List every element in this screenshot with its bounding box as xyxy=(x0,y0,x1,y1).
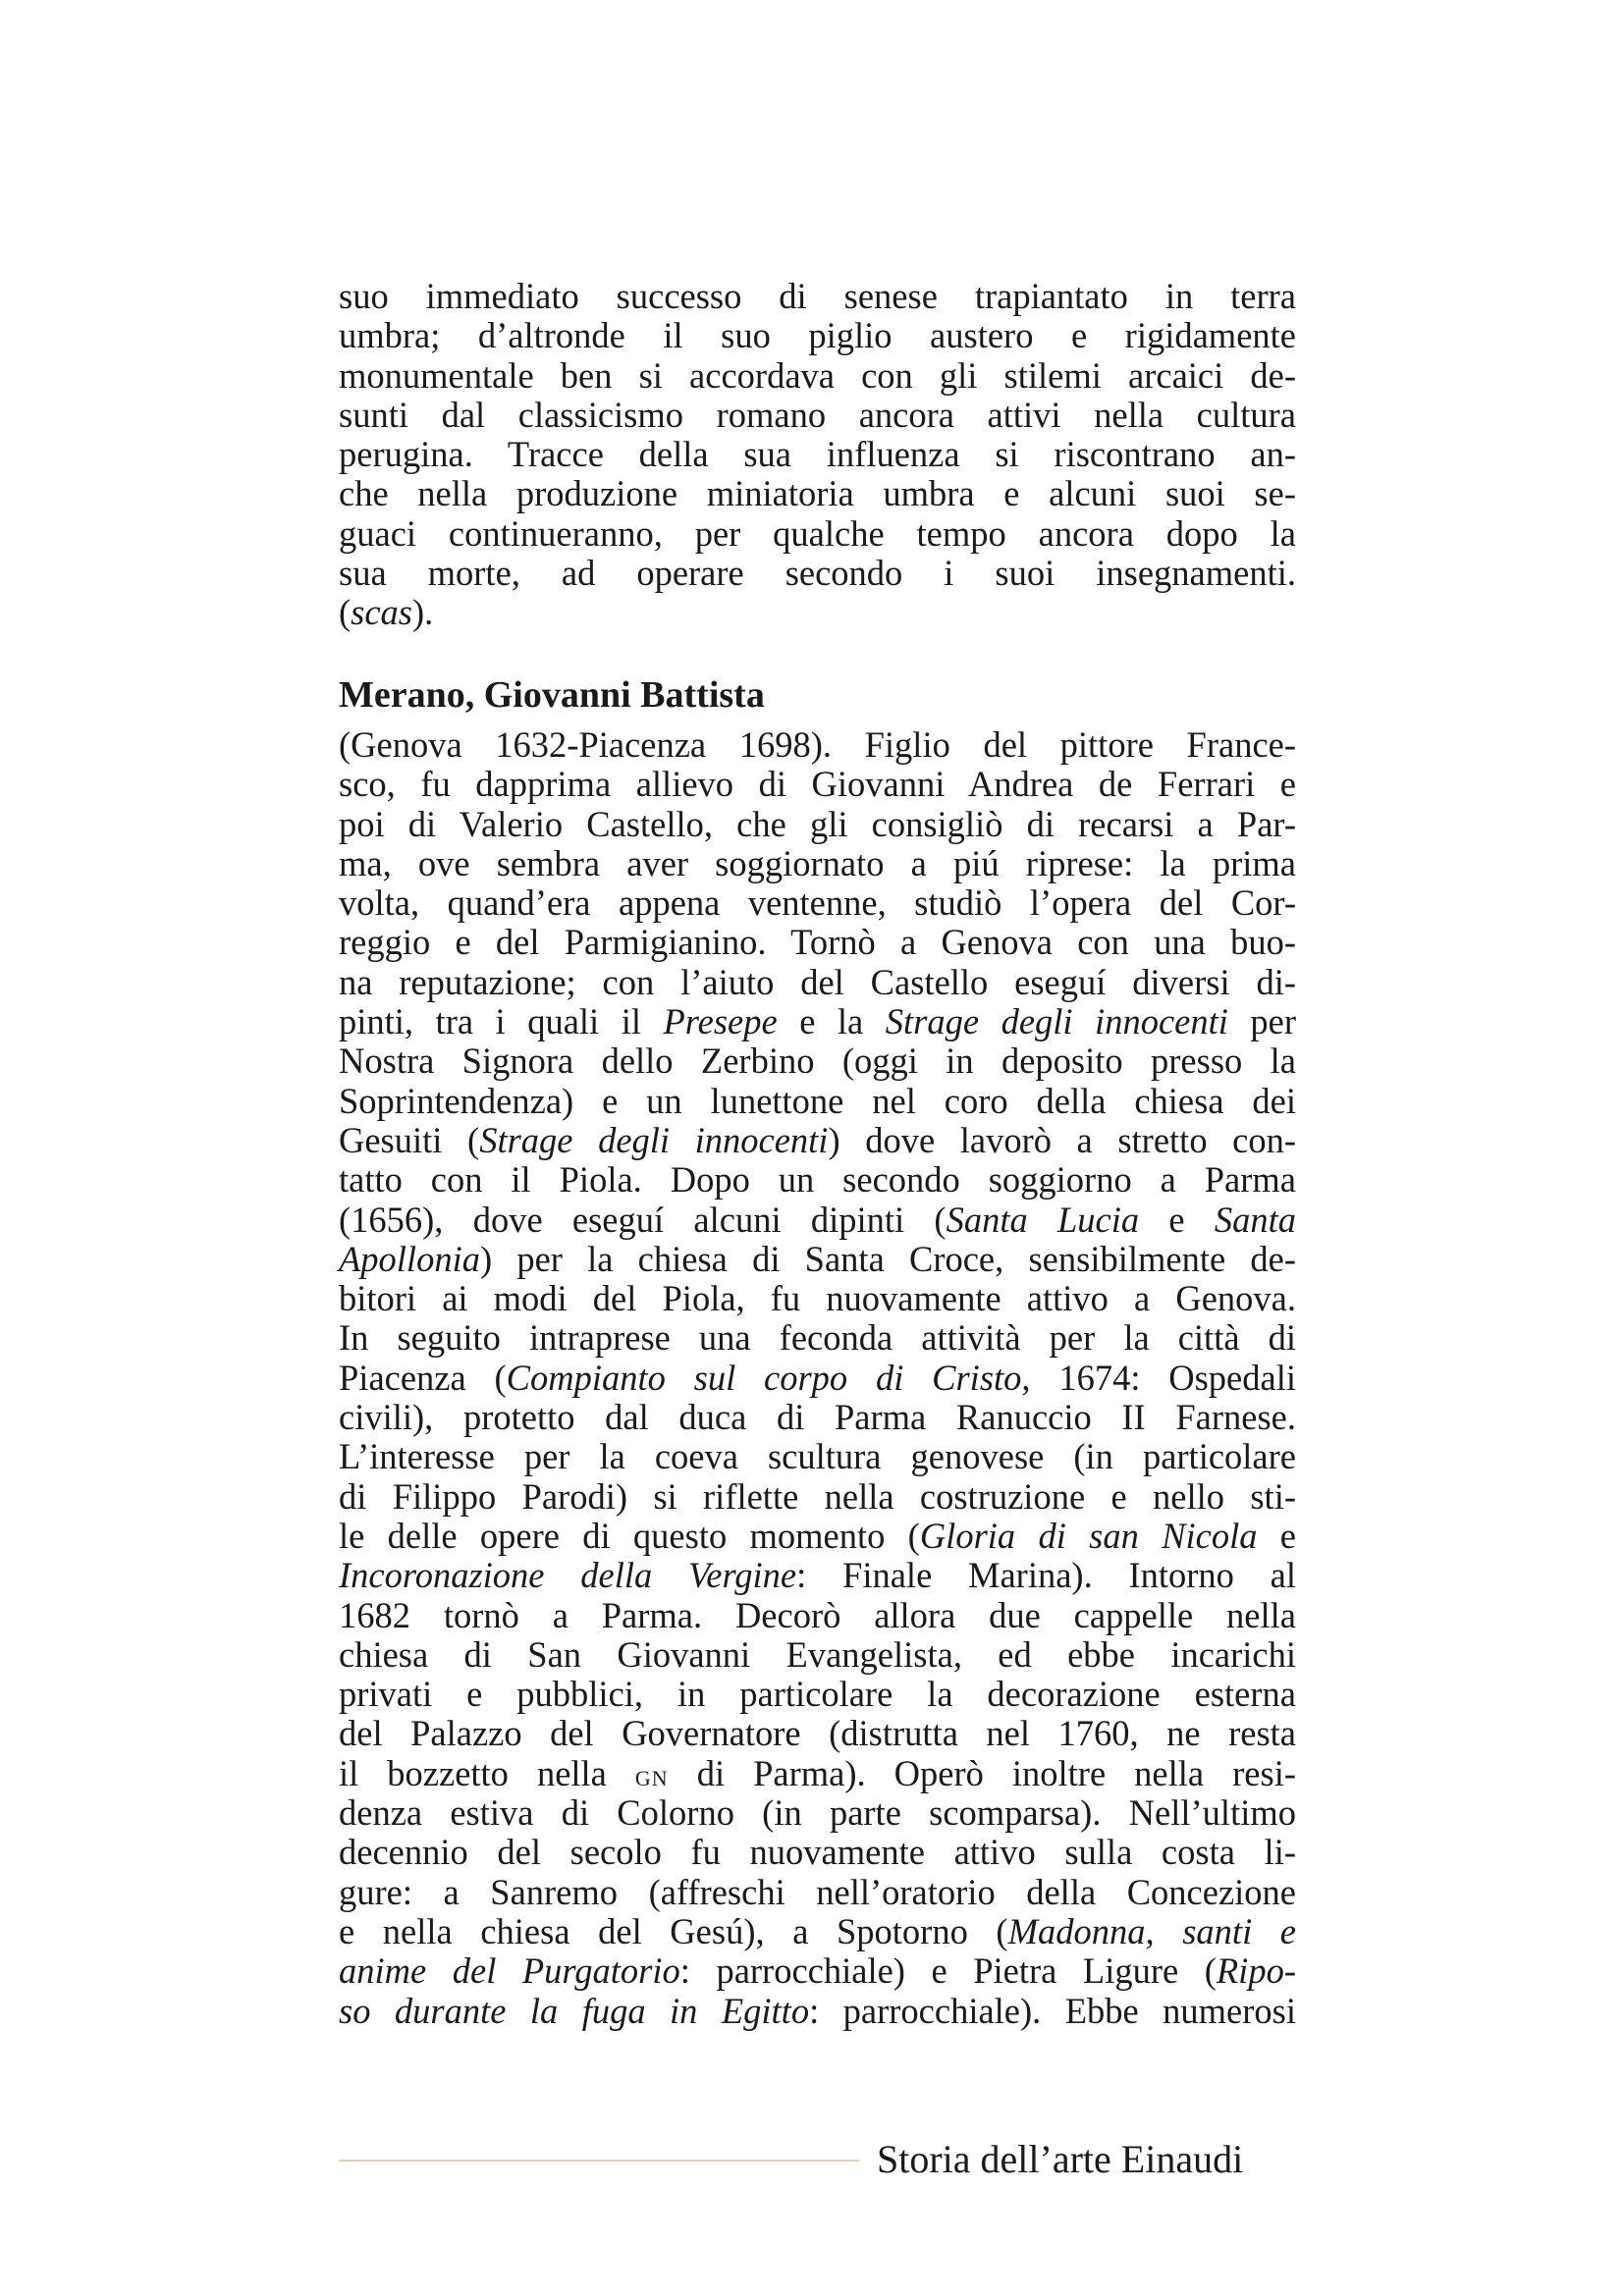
entry-line xyxy=(339,805,1296,844)
author-signature: (scas). xyxy=(339,592,434,633)
artwork-title: Santa Lucia xyxy=(946,1199,1140,1240)
artwork-title: Strage degli innocenti xyxy=(479,1119,829,1160)
artwork-title: Apollonia xyxy=(339,1238,480,1279)
entry-text: Soprintendenza) e un lunettone nel coro della chiesa dei xyxy=(339,1080,1296,1121)
entry-text: pinti, tra i quali il xyxy=(339,1001,664,1042)
entry-text: , 1674: Ospedali xyxy=(1021,1357,1296,1398)
intro-paragraph xyxy=(339,277,1296,633)
entry-text: del Palazzo del Governatore (distrutta nel 1760, ne resta xyxy=(339,1713,1296,1754)
entry-text: civili), protetto dal duca di Parma Ranuccio II Farnese. xyxy=(339,1397,1296,1438)
entry-line xyxy=(339,1041,1296,1081)
entry-line xyxy=(339,1951,1296,1991)
entry-line xyxy=(339,1714,1296,1753)
entry-line xyxy=(339,1240,1296,1279)
artwork-title: Strage degli innocenti xyxy=(885,1001,1228,1042)
entry-line xyxy=(339,1437,1296,1476)
entry-line xyxy=(339,1675,1296,1714)
entry-text: e xyxy=(1257,1515,1296,1556)
artwork-title: Madonna, santi e xyxy=(1007,1910,1297,1951)
footer-book-title: Storia dell’arte Einaudi xyxy=(877,2137,1244,2181)
intro-line: sunti dal classicismo romano ancora attivi nella cultura xyxy=(339,394,1296,435)
entry-text: ma, ove sembra aver soggiornato a piú riprese: la prima xyxy=(339,842,1296,883)
entry-line xyxy=(339,765,1296,804)
entry-text: In seguito intraprese una feconda attività per la città di xyxy=(339,1317,1296,1359)
author-initials: scas xyxy=(351,592,413,633)
entry-line xyxy=(339,1359,1296,1398)
intro-line: suo immediato successo di senese trapiantato in terra xyxy=(339,276,1296,316)
entry-text: di Parma). Operò inoltre nella resi- xyxy=(668,1752,1296,1793)
entry-text: na reputazione; con l’aiuto del Castello eseguí diversi di- xyxy=(339,961,1296,1002)
entry-text: ) per la chiesa di Santa Croce, sensibilmente de- xyxy=(479,1238,1296,1279)
entry-line xyxy=(339,1318,1296,1358)
entry-line xyxy=(339,1912,1296,1951)
entry-line xyxy=(339,725,1296,765)
artwork-title: Gloria di san Nicola xyxy=(919,1515,1258,1556)
entry-line xyxy=(339,1517,1296,1556)
artwork-title: anime del Purgatorio xyxy=(339,1950,680,1992)
entry-text: per xyxy=(1227,1001,1297,1042)
entry-line xyxy=(339,1201,1296,1240)
entry-line xyxy=(339,1477,1296,1517)
entry-text: e nella chiesa del Gesú), a Spotorno ( xyxy=(339,1910,1008,1951)
intro-line: monumentale ben si accordava con gli stilemi arcaici de- xyxy=(339,354,1296,396)
entry-text: tatto con il Piola. Dopo un secondo soggiorno a Parma xyxy=(339,1159,1296,1201)
entry-text: e xyxy=(1139,1199,1215,1240)
entry-line xyxy=(339,1082,1296,1121)
intro-line: sua morte, ad operare secondo i suoi insegnamenti. xyxy=(339,553,1296,594)
entry-text: : Finale Marina). Intorno al xyxy=(796,1555,1296,1596)
entry-heading: Merano, Giovanni Battista xyxy=(339,674,765,716)
artwork-title: Ripo- xyxy=(1216,1950,1296,1992)
entry-text: il bozzetto nella xyxy=(339,1752,635,1793)
entry-text: sco, fu dapprima allievo di Giovanni Andrea de Ferrari e xyxy=(339,764,1296,805)
entry-text: Gesuiti ( xyxy=(339,1119,480,1160)
entry-text: L’interesse per la coeva scultura genovese (in particolare xyxy=(339,1436,1296,1477)
artwork-title: Compianto sul corpo di Cristo xyxy=(506,1357,1022,1398)
entry-line xyxy=(339,1754,1296,1793)
footer-rule xyxy=(339,2160,859,2162)
entry-text: le delle opere di questo momento ( xyxy=(339,1515,920,1556)
artwork-title: Santa xyxy=(1214,1199,1296,1240)
entry-text: : parrocchiale) e Pietra Ligure ( xyxy=(679,1950,1217,1992)
entry-line xyxy=(339,1793,1296,1833)
entry-body xyxy=(339,725,1296,2031)
artwork-title: so durante la fuga in Egitto xyxy=(339,1990,810,2031)
entry-line xyxy=(339,1160,1296,1200)
entry-text: bitori ai modi del Piola, fu nuovamente attivo a Genova. xyxy=(339,1278,1296,1319)
intro-line: che nella produzione miniatoria umbra e alcuni suoi se- xyxy=(339,473,1296,514)
entry-line xyxy=(339,1002,1296,1041)
entry-line xyxy=(339,1121,1296,1160)
entry-text: di Filippo Parodi) si riflette nella costruzione e nello sti- xyxy=(339,1475,1296,1517)
entry-text: Nostra Signora dello Zerbino (oggi in deposito presso la xyxy=(339,1041,1296,1082)
entry-line xyxy=(339,963,1296,1002)
artwork-title: Incoronazione della Vergine xyxy=(339,1555,797,1596)
entry-line xyxy=(339,1398,1296,1437)
entry-line xyxy=(339,1992,1296,2031)
entry-text: gure: a Sanremo (affreschi nell’oratorio della Concezione xyxy=(339,1871,1296,1912)
entry-line xyxy=(339,1596,1296,1635)
entry-line xyxy=(339,1833,1296,1872)
entry-text: decennio del secolo fu nuovamente attivo sulla costa li- xyxy=(339,1832,1296,1873)
entry-line xyxy=(339,1279,1296,1318)
entry-text: poi di Valerio Castello, che gli consigliò di recarsi a Par- xyxy=(339,803,1296,844)
entry-line xyxy=(339,923,1296,962)
entry-text: : parrocchiale). Ebbe numerosi xyxy=(809,1990,1296,2031)
artwork-title: Presepe xyxy=(663,1001,778,1042)
abbreviation: gn xyxy=(634,1757,669,1792)
intro-line: guaci continueranno, per qualche tempo ancora dopo la xyxy=(339,512,1296,554)
entry-line xyxy=(339,883,1296,923)
entry-text: reggio e del Parmigianino. Tornò a Genova con una buo- xyxy=(339,922,1296,963)
intro-line: umbra; d’altronde il suo piglio austero e rigidamente xyxy=(339,315,1296,356)
entry-text: volta, quand’era appena ventenne, studiò l’opera del Cor- xyxy=(339,882,1296,924)
entry-text: ) dove lavorò a stretto con- xyxy=(828,1119,1297,1160)
entry-text: denza estiva di Colorno (in parte scomparsa). Nell’ultimo xyxy=(339,1792,1296,1834)
entry-line xyxy=(339,844,1296,883)
entry-text: Piacenza ( xyxy=(339,1357,507,1398)
entry-text: chiesa di San Giovanni Evangelista, ed ebbe incarichi xyxy=(339,1633,1296,1675)
entry-line xyxy=(339,1873,1296,1912)
entry-text: (1656), dove eseguí alcuni dipinti ( xyxy=(339,1199,947,1240)
entry-text: 1682 tornò a Parma. Decorò allora due cappelle nella xyxy=(339,1594,1296,1635)
entry-line xyxy=(339,1556,1296,1595)
entry-text: privati e pubblici, in particolare la decorazione esterna xyxy=(339,1674,1296,1715)
entry-text: e la xyxy=(777,1001,886,1042)
entry-line xyxy=(339,1635,1296,1675)
intro-line: perugina. Tracce della sua influenza si riscontrano an- xyxy=(339,434,1296,475)
entry-text: (Genova 1632-Piacenza 1698). Figlio del pittore France- xyxy=(339,724,1296,765)
